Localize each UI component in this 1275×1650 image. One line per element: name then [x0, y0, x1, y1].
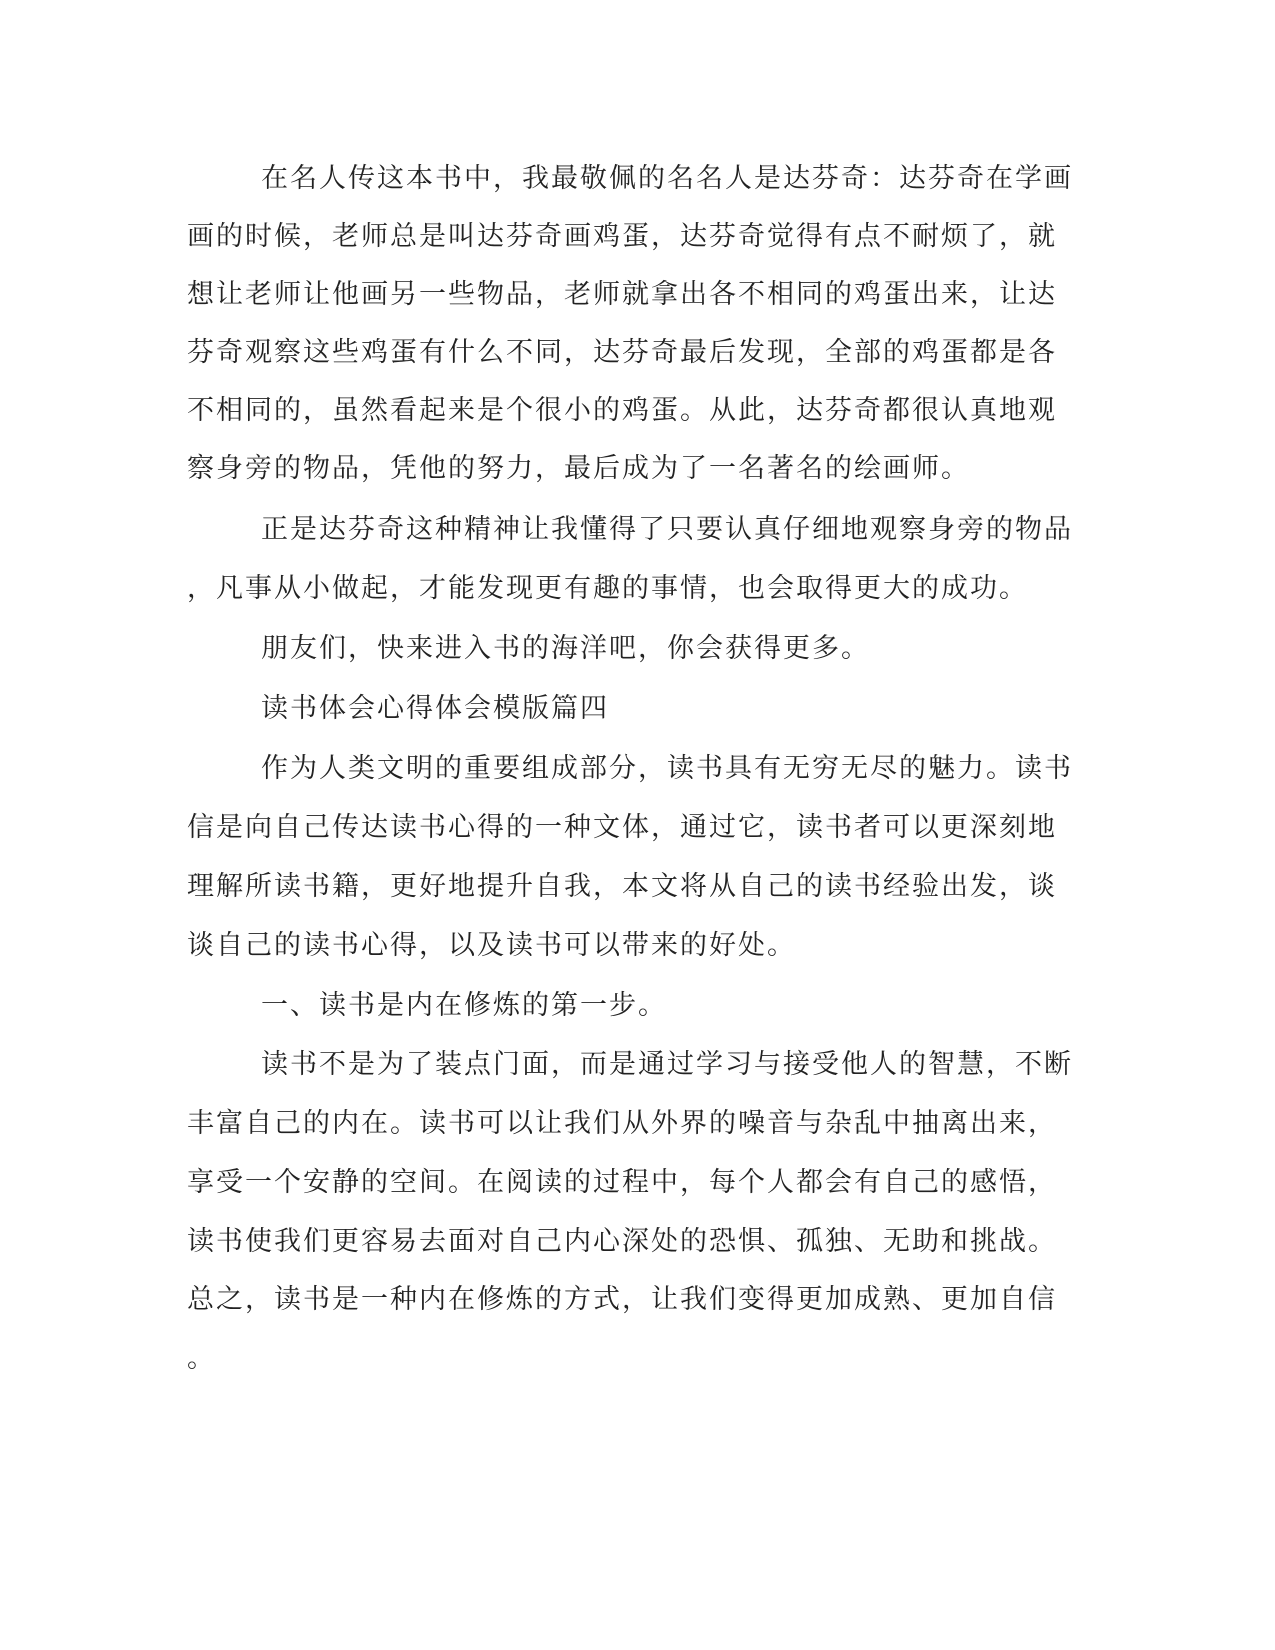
text-line: 读书不是为了装点门面，而是通过学习与接受他人的智慧，不断 — [261, 1049, 1073, 1080]
text-line: 理解所读书籍，更好地提升自我，本文将从自己的读书经验出发，谈 — [187, 871, 1057, 902]
text-line: 察身旁的物品，凭他的努力，最后成为了一名著名的绘画师。 — [187, 453, 970, 484]
text-line: 。 — [187, 1343, 216, 1374]
text-line: 作为人类文明的重要组成部分，读书具有无穷无尽的魅力。读书 — [261, 753, 1073, 784]
text-line: 朋友们，快来进入书的海洋吧，你会获得更多。 — [261, 633, 870, 664]
section-heading: 读书体会心得体会模版篇四 — [261, 693, 609, 724]
text-line: 丰富自己的内在。读书可以让我们从外界的噪音与杂乱中抽离出来， — [187, 1108, 1057, 1139]
text-line: 正是达芬奇这种精神让我懂得了只要认真仔细地观察身旁的物品 — [261, 514, 1073, 545]
text-line: 总之，读书是一种内在修炼的方式，让我们变得更加成熟、更加自信 — [187, 1284, 1057, 1315]
text-line: 想让老师让他画另一些物品，老师就拿出各不相同的鸡蛋出来，让达 — [187, 279, 1057, 310]
text-line: 画的时候，老师总是叫达芬奇画鸡蛋，达芬奇觉得有点不耐烦了，就 — [187, 221, 1057, 252]
text-line: 读书使我们更容易去面对自己内心深处的恐惧、孤独、无助和挑战。 — [187, 1226, 1057, 1257]
text-line: 信是向自己传达读书心得的一种文体，通过它，读书者可以更深刻地 — [187, 812, 1057, 843]
subsection-heading: 一、读书是内在修炼的第一步。 — [261, 990, 667, 1021]
text-line: 芬奇观察这些鸡蛋有什么不同，达芬奇最后发现，全部的鸡蛋都是各 — [187, 337, 1057, 368]
text-line: ，凡事从小做起，才能发现更有趣的事情，也会取得更大的成功。 — [187, 573, 1028, 604]
text-line: 享受一个安静的空间。在阅读的过程中，每个人都会有自己的感悟， — [187, 1167, 1057, 1198]
text-line: 不相同的，虽然看起来是个很小的鸡蛋。从此，达芬奇都很认真地观 — [187, 395, 1057, 426]
text-line: 谈自己的读书心得，以及读书可以带来的好处。 — [187, 930, 796, 961]
text-line: 在名人传这本书中，我最敬佩的名名人是达芬奇：达芬奇在学画 — [261, 163, 1073, 194]
